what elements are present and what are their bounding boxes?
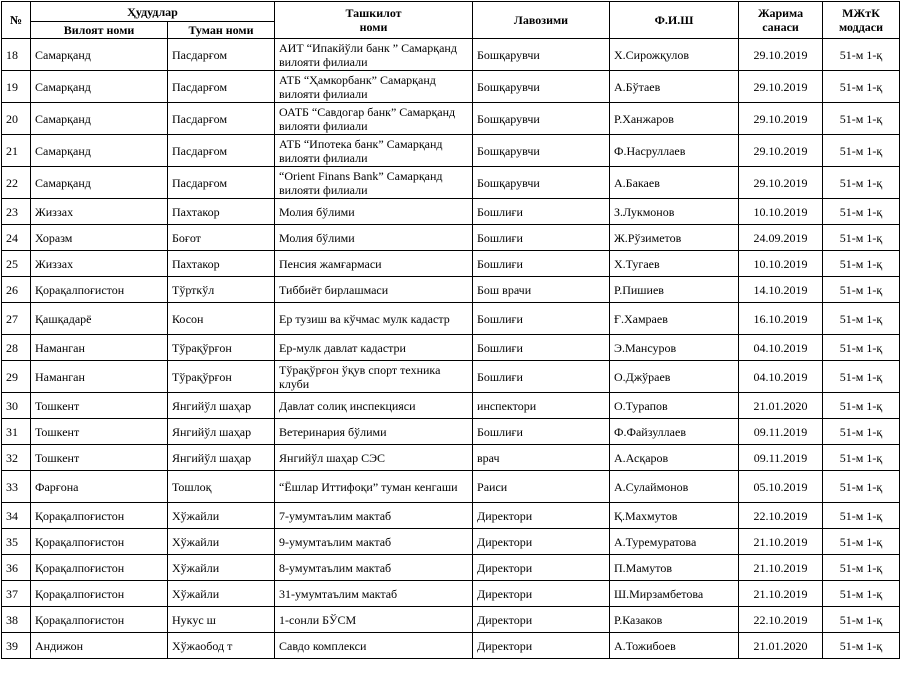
- region-cell: Қорақалпоғистон: [31, 503, 168, 529]
- position-cell: Бошлиғи: [473, 303, 610, 335]
- fine-date-cell: 29.10.2019: [739, 103, 823, 135]
- article-cell: 51-м 1-қ: [823, 225, 900, 251]
- article-cell: 51-м 1-қ: [823, 361, 900, 393]
- fine-date-cell: 22.10.2019: [739, 607, 823, 633]
- article-cell: 51-м 1-қ: [823, 303, 900, 335]
- fio-cell: З.Лукмонов: [610, 199, 739, 225]
- table-row: [2, 419, 900, 445]
- fine-date-cell: 04.10.2019: [739, 335, 823, 361]
- article-cell: 51-м 1-қ: [823, 529, 900, 555]
- article-cell: 51-м 1-қ: [823, 135, 900, 167]
- position-cell: Директори: [473, 529, 610, 555]
- org-header-line2: номи: [359, 20, 388, 34]
- organization-cell: “Orient Finans Bank” Самарқанд вилояти филиали: [275, 167, 473, 199]
- row-number: 26: [2, 277, 31, 303]
- district-cell: Пахтакор: [168, 199, 275, 225]
- article-cell: 51-м 1-қ: [823, 71, 900, 103]
- position-cell: Директори: [473, 633, 610, 659]
- district-cell: Тошлоқ: [168, 471, 275, 503]
- row-number: 30: [2, 393, 31, 419]
- region-cell: Қорақалпоғистон: [31, 607, 168, 633]
- col-organization-header: [275, 2, 473, 39]
- position-cell: Директори: [473, 607, 610, 633]
- territories-header: Ҳудудлар: [31, 2, 275, 22]
- region-cell: Андижон: [31, 633, 168, 659]
- position-cell: Бошқарувчи: [473, 167, 610, 199]
- article-cell: 51-м 1-қ: [823, 277, 900, 303]
- district-cell: Хўжайли: [168, 581, 275, 607]
- fio-cell: А.Сулаймонов: [610, 471, 739, 503]
- district-cell: Хўжаобод т: [168, 633, 275, 659]
- fio-cell: А.Бакаев: [610, 167, 739, 199]
- table-header: [2, 2, 900, 39]
- row-number: 25: [2, 251, 31, 277]
- district-cell: Тўрткўл: [168, 277, 275, 303]
- region-cell: Самарқанд: [31, 135, 168, 167]
- region-cell: Қорақалпоғистон: [31, 581, 168, 607]
- table-row: [2, 393, 900, 419]
- region-cell: Самарқанд: [31, 103, 168, 135]
- district-cell: Пахтакор: [168, 251, 275, 277]
- article-cell: 51-м 1-қ: [823, 419, 900, 445]
- fine-date-cell: 29.10.2019: [739, 135, 823, 167]
- organization-cell: Ветеринария бўлими: [275, 419, 473, 445]
- district-cell: Янгийўл шаҳар: [168, 445, 275, 471]
- position-cell: Бошқарувчи: [473, 39, 610, 71]
- col-position-header: Лавозими: [473, 2, 610, 39]
- position-cell: Бошқарувчи: [473, 135, 610, 167]
- article-cell: 51-м 1-қ: [823, 167, 900, 199]
- fio-cell: Ғ.Хамраев: [610, 303, 739, 335]
- position-cell: Бошлиғи: [473, 199, 610, 225]
- district-cell: Пасдарғом: [168, 39, 275, 71]
- organization-cell: ОАТБ “Савдогар банк” Самарқанд вилояти филиали: [275, 103, 473, 135]
- row-number: 28: [2, 335, 31, 361]
- region-cell: Самарқанд: [31, 39, 168, 71]
- article-cell: 51-м 1-қ: [823, 607, 900, 633]
- fio-cell: Ф.Насруллаев: [610, 135, 739, 167]
- fine-date-cell: 09.11.2019: [739, 445, 823, 471]
- district-cell: Хўжайли: [168, 529, 275, 555]
- article-cell: 51-м 1-қ: [823, 633, 900, 659]
- article-header-line1: МЖтК: [842, 6, 880, 20]
- organization-cell: 31-умумтаълим мактаб: [275, 581, 473, 607]
- fio-cell: Р.Пишиев: [610, 277, 739, 303]
- organization-cell: 9-умумтаълим мактаб: [275, 529, 473, 555]
- position-cell: Директори: [473, 555, 610, 581]
- table-row: [2, 303, 900, 335]
- fio-cell: А.Туремуратова: [610, 529, 739, 555]
- organization-cell: АИТ “Ипакйўли банк ” Самарқанд вилояти филиали: [275, 39, 473, 71]
- organization-cell: Давлат солиқ инспекцияси: [275, 393, 473, 419]
- article-cell: 51-м 1-қ: [823, 445, 900, 471]
- row-number: 39: [2, 633, 31, 659]
- row-number: 33: [2, 471, 31, 503]
- article-cell: 51-м 1-қ: [823, 503, 900, 529]
- fio-cell: Ш.Мирзамбетова: [610, 581, 739, 607]
- district-cell: Янгийўл шаҳар: [168, 419, 275, 445]
- region-cell: Хоразм: [31, 225, 168, 251]
- position-cell: Бошлиғи: [473, 251, 610, 277]
- district-cell: Нукус ш: [168, 607, 275, 633]
- district-cell: Пасдарғом: [168, 71, 275, 103]
- row-number: 36: [2, 555, 31, 581]
- col-district-header: Туман номи: [168, 22, 275, 39]
- region-cell: Жиззах: [31, 199, 168, 225]
- fio-cell: Ф.Файзуллаев: [610, 419, 739, 445]
- position-cell: Бошқарувчи: [473, 103, 610, 135]
- region-cell: Тошкент: [31, 445, 168, 471]
- fine-date-cell: 10.10.2019: [739, 251, 823, 277]
- organization-cell: Ер тузиш ва кўчмас мулк кадастр: [275, 303, 473, 335]
- fine-date-cell: 21.10.2019: [739, 581, 823, 607]
- fine-date-cell: 10.10.2019: [739, 199, 823, 225]
- org-header-line1: Ташкилот: [345, 6, 402, 20]
- row-number: 34: [2, 503, 31, 529]
- row-number: 21: [2, 135, 31, 167]
- table-row: [2, 581, 900, 607]
- table-row: [2, 225, 900, 251]
- organization-cell: Молия бўлими: [275, 199, 473, 225]
- fio-cell: А.Тожибоев: [610, 633, 739, 659]
- region-cell: Наманган: [31, 361, 168, 393]
- fine-date-cell: 16.10.2019: [739, 303, 823, 335]
- row-number: 31: [2, 419, 31, 445]
- fine-date-cell: 21.01.2020: [739, 393, 823, 419]
- col-region-header: Вилоят номи: [31, 22, 168, 39]
- article-cell: 51-м 1-қ: [823, 103, 900, 135]
- position-cell: Бошлиғи: [473, 225, 610, 251]
- col-number-header: №: [2, 2, 31, 39]
- article-cell: 51-м 1-қ: [823, 335, 900, 361]
- fio-cell: А.Асқаров: [610, 445, 739, 471]
- region-cell: Қашқадарё: [31, 303, 168, 335]
- table-row: [2, 503, 900, 529]
- district-cell: Пасдарғом: [168, 167, 275, 199]
- fio-cell: Р.Казаков: [610, 607, 739, 633]
- row-number: 27: [2, 303, 31, 335]
- article-cell: 51-м 1-қ: [823, 471, 900, 503]
- position-cell: Бошлиғи: [473, 335, 610, 361]
- fine-date-cell: 22.10.2019: [739, 503, 823, 529]
- table-row: [2, 251, 900, 277]
- organization-cell: АТБ “Ҳамкорбанк” Самарқанд вилояти филиали: [275, 71, 473, 103]
- fio-cell: Х.Сирожқулов: [610, 39, 739, 71]
- fine-date-cell: 21.10.2019: [739, 529, 823, 555]
- position-cell: Бошлиғи: [473, 419, 610, 445]
- fine-date-cell: 04.10.2019: [739, 361, 823, 393]
- district-cell: Косон: [168, 303, 275, 335]
- table-row: [2, 199, 900, 225]
- article-cell: 51-м 1-қ: [823, 393, 900, 419]
- fine-date-cell: 21.01.2020: [739, 633, 823, 659]
- fio-cell: О.Джўраев: [610, 361, 739, 393]
- position-cell: Бош врачи: [473, 277, 610, 303]
- organization-cell: “Ёшлар Иттифоқи” туман кенгаши: [275, 471, 473, 503]
- col-date-header: [739, 2, 823, 39]
- row-number: 32: [2, 445, 31, 471]
- table-row: [2, 361, 900, 393]
- table-row: [2, 103, 900, 135]
- district-cell: Тўрақўрғон: [168, 335, 275, 361]
- fine-date-cell: 24.09.2019: [739, 225, 823, 251]
- fio-cell: Ж.Рўзиметов: [610, 225, 739, 251]
- position-cell: инспектори: [473, 393, 610, 419]
- row-number: 23: [2, 199, 31, 225]
- table-row: [2, 445, 900, 471]
- organization-cell: АТБ “Ипотека банк” Самарқанд вилояти филиали: [275, 135, 473, 167]
- table-row: [2, 39, 900, 71]
- article-header-line2: моддаси: [838, 20, 884, 34]
- region-cell: Қорақалпоғистон: [31, 555, 168, 581]
- article-cell: 51-м 1-қ: [823, 251, 900, 277]
- fines-table: [1, 1, 900, 659]
- position-cell: Директори: [473, 503, 610, 529]
- fio-cell: Э.Мансуров: [610, 335, 739, 361]
- organization-cell: 1-сонли БЎСМ: [275, 607, 473, 633]
- district-cell: Хўжайли: [168, 555, 275, 581]
- district-cell: Пасдарғом: [168, 103, 275, 135]
- table-row: [2, 71, 900, 103]
- fio-cell: Қ.Махмутов: [610, 503, 739, 529]
- fine-date-cell: 29.10.2019: [739, 167, 823, 199]
- district-cell: Хўжайли: [168, 503, 275, 529]
- region-cell: Наманган: [31, 335, 168, 361]
- fine-date-cell: 29.10.2019: [739, 39, 823, 71]
- region-cell: Самарқанд: [31, 71, 168, 103]
- date-header-line2: санаси: [762, 20, 799, 34]
- row-number: 29: [2, 361, 31, 393]
- region-cell: Жиззах: [31, 251, 168, 277]
- fine-date-cell: 14.10.2019: [739, 277, 823, 303]
- table-row: [2, 471, 900, 503]
- district-cell: Боғот: [168, 225, 275, 251]
- region-cell: Қорақалпоғистон: [31, 529, 168, 555]
- table-row: [2, 555, 900, 581]
- organization-cell: Молия бўлими: [275, 225, 473, 251]
- region-cell: Самарқанд: [31, 167, 168, 199]
- fine-date-cell: 21.10.2019: [739, 555, 823, 581]
- col-fio-header: Ф.И.Ш: [610, 2, 739, 39]
- article-cell: 51-м 1-қ: [823, 555, 900, 581]
- row-number: 20: [2, 103, 31, 135]
- table-row: [2, 633, 900, 659]
- organization-cell: Тўрақўрғон ўқув спорт техника клуби: [275, 361, 473, 393]
- region-cell: Қорақалпоғистон: [31, 277, 168, 303]
- fio-cell: П.Мамутов: [610, 555, 739, 581]
- row-number: 19: [2, 71, 31, 103]
- region-cell: Фарғона: [31, 471, 168, 503]
- organization-cell: Янгийўл шаҳар СЭС: [275, 445, 473, 471]
- district-cell: Пасдарғом: [168, 135, 275, 167]
- fio-cell: А.Бўтаев: [610, 71, 739, 103]
- district-cell: Тўрақўрғон: [168, 361, 275, 393]
- organization-cell: Тиббиёт бирлашмаси: [275, 277, 473, 303]
- article-cell: 51-м 1-қ: [823, 199, 900, 225]
- article-cell: 51-м 1-қ: [823, 39, 900, 71]
- table-row: [2, 277, 900, 303]
- table-row: [2, 335, 900, 361]
- fine-date-cell: 09.11.2019: [739, 419, 823, 445]
- district-cell: Янгийўл шаҳар: [168, 393, 275, 419]
- row-number: 24: [2, 225, 31, 251]
- row-number: 37: [2, 581, 31, 607]
- row-number: 18: [2, 39, 31, 71]
- table-row: [2, 167, 900, 199]
- position-cell: Бошлиғи: [473, 361, 610, 393]
- fio-cell: О.Турапов: [610, 393, 739, 419]
- table-body: [2, 39, 900, 659]
- position-cell: Раиси: [473, 471, 610, 503]
- fine-date-cell: 29.10.2019: [739, 71, 823, 103]
- row-number: 38: [2, 607, 31, 633]
- col-article-header: [823, 2, 900, 39]
- table-row: [2, 135, 900, 167]
- table-row: [2, 607, 900, 633]
- fio-cell: Х.Тугаев: [610, 251, 739, 277]
- fine-date-cell: 05.10.2019: [739, 471, 823, 503]
- region-cell: Тошкент: [31, 419, 168, 445]
- position-cell: Бошқарувчи: [473, 71, 610, 103]
- organization-cell: Пенсия жамғармаси: [275, 251, 473, 277]
- region-cell: Тошкент: [31, 393, 168, 419]
- fio-cell: Р.Ханжаров: [610, 103, 739, 135]
- organization-cell: Ер-мулк давлат кадастри: [275, 335, 473, 361]
- row-number: 22: [2, 167, 31, 199]
- position-cell: врач: [473, 445, 610, 471]
- table-row: [2, 529, 900, 555]
- date-header-line1: Жарима: [757, 6, 804, 20]
- organization-cell: Савдо комплекси: [275, 633, 473, 659]
- organization-cell: 8-умумтаълим мактаб: [275, 555, 473, 581]
- article-cell: 51-м 1-қ: [823, 581, 900, 607]
- organization-cell: 7-умумтаълим мактаб: [275, 503, 473, 529]
- row-number: 35: [2, 529, 31, 555]
- position-cell: Директори: [473, 581, 610, 607]
